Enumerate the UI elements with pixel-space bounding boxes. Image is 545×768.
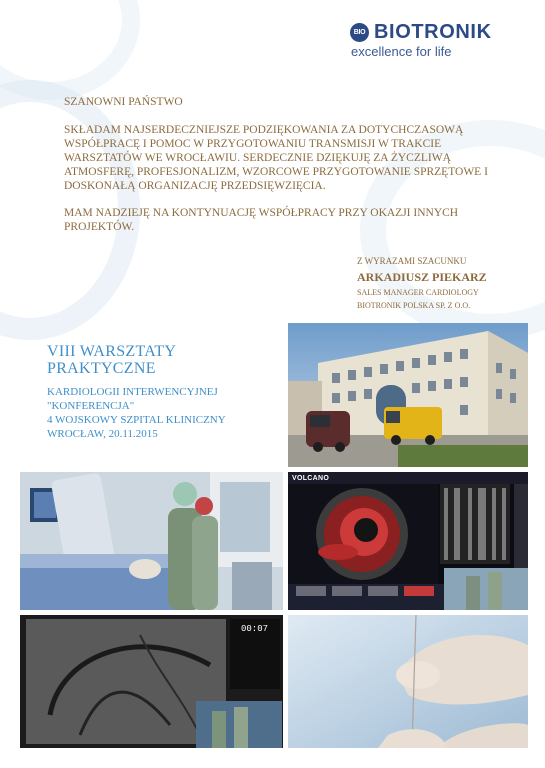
letter-paragraph-2: MAM NADZIEJĘ NA KONTYNUACJĘ WSPÓŁPRACY PRZY OKAZJI INNYCH PROJEKTÓW.: [64, 207, 459, 233]
signature-closing: Z WYRAZAMI SZACUNKU: [357, 256, 467, 266]
background-swirl: [0, 0, 140, 100]
event-details: [47, 385, 282, 441]
logo-mark-icon: BIO: [350, 23, 369, 42]
letter-greeting: SZANOWNI PAŃSTWO: [64, 96, 183, 108]
signature-name: ARKADIUSZ PIEKARZ: [357, 270, 487, 284]
signature-company: BIOTRONIK POLSKA SP. Z O.O.: [357, 301, 471, 310]
event-title-line-2: PRAKTYCZNE: [47, 360, 156, 377]
signature-role: SALES MANAGER CARDIOLOGY: [357, 288, 479, 297]
biotronik-logo: [350, 20, 525, 60]
logo-tagline: excellence for life: [351, 44, 452, 59]
event-venue: 4 WOJSKOWY SZPITAL KLINICZNY: [47, 414, 226, 426]
event-info: [47, 343, 282, 441]
event-name: "KONFERENCJA": [47, 400, 135, 412]
ivus-monitor-photo: [288, 472, 528, 610]
hospital-building-photo: [288, 323, 528, 467]
ivus-header-bar: [288, 472, 528, 484]
thank-you-letter: [64, 95, 494, 247]
ivus-brand-label: VOLCANO: [292, 474, 330, 482]
logo-name: BIOTRONIK: [374, 21, 492, 43]
event-place-date: WROCŁAW, 20.11.2015: [47, 428, 158, 440]
signature-block: [357, 255, 527, 311]
angiography-monitor-photo: [20, 615, 283, 748]
letter-paragraph-1: SKŁADAM NAJSERDECZNIEJSZE PODZIĘKOWANIA ZA DOTYCHCZASOWĄ WSPÓŁPRACĘ I POMOC W PRZYGOTOWANIU TRANSMISJI W TRAKCIE WARSZTATÓW WE WROCŁAWIU. SERDECZNIE DZIĘKUJĘ ZA ŻYCZLIWĄ ATMOSFERĘ, PROFESJONALIZM, WZORCOWE PRZYGOTOWANIE SPRZĘTOWE I DOSKONAŁĄ ORGANIZACJĘ PRZEDSIĘWZIĘCIA.: [64, 124, 488, 192]
angio-timer: 00:07: [241, 624, 269, 634]
event-field: KARDIOLOGII INTERWENCYJNEJ: [47, 386, 218, 398]
cath-lab-photo: [20, 472, 283, 610]
event-title-line-1: VIII WARSZTATY: [47, 343, 177, 360]
gloved-hands-photo: [288, 615, 528, 748]
